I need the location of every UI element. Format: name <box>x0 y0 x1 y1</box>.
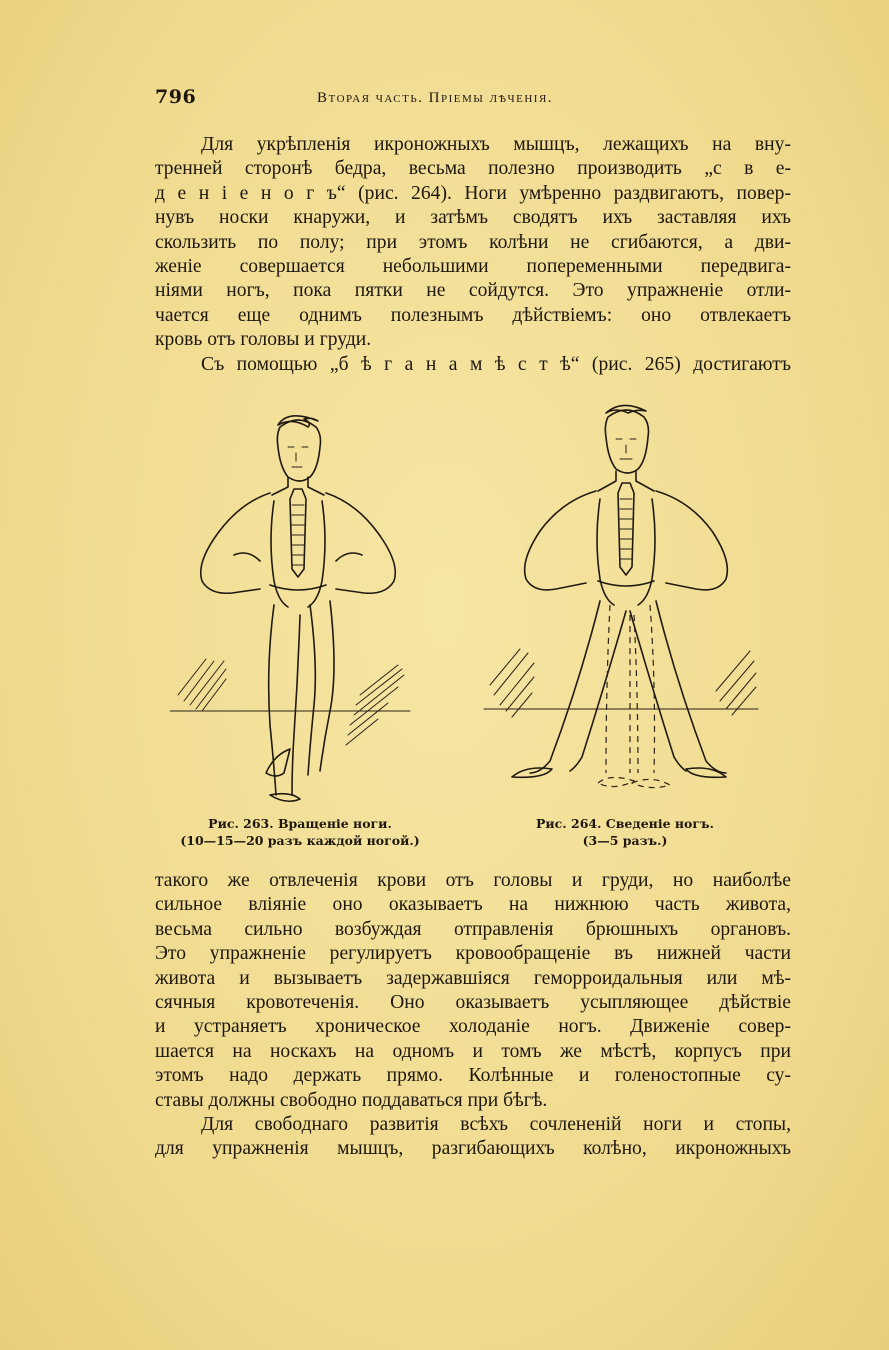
paragraph-2 <box>155 869 791 1162</box>
figure-264-caption-note: (3—5 разъ.) <box>582 833 668 848</box>
running-head: Вторая часть. Пріемы лѣченія. <box>317 90 554 106</box>
figure-263-caption-title: Рис. 263. Вращеніе ноги. <box>208 816 392 831</box>
text-line: Для укрѣпленія икроножныхъ мышцъ, лежащихъ на вну- <box>201 134 791 155</box>
page-number: 796 <box>155 86 197 108</box>
text-line: ніями ногъ, пока пятки не сойдутся. Это упражненіе отли- <box>155 280 791 302</box>
man-rotating-leg-illustration <box>170 405 430 810</box>
text-line: тренней сторонѣ бедра, весьма полезно производить „с в е- <box>155 158 791 180</box>
page-header <box>155 86 795 116</box>
text-line: этомъ надо держать прямо. Колѣнные и голеностопные су- <box>155 1065 791 1087</box>
paragraph-1 <box>155 133 791 377</box>
text-line: Для свободнаго развитія всѣхъ сочлененій ноги и стопы, <box>201 1114 791 1136</box>
text-line: сильное вліяніе оно оказываетъ на нижнюю часть живота, <box>155 894 791 916</box>
text-line: ставы должны свободно поддаваться при бѣгѣ. <box>155 1089 548 1111</box>
figure-264-legs-together <box>480 395 770 810</box>
text-line: сячныя кровотеченія. Оно оказываетъ усыпляющее дѣйствіе <box>155 992 791 1014</box>
text-line: Это упражненіе регулируетъ кровообращеніе въ нижней части <box>155 943 791 965</box>
figure-264-caption-title: Рис. 264. Сведеніе ногъ. <box>536 816 714 831</box>
text-line: такого же отвлеченія крови отъ головы и груди, но наиболѣе <box>155 870 791 891</box>
figure-263-caption-note: (10—15—20 разъ каждой ногой.) <box>180 833 420 848</box>
text-line: кровь отъ головы и груди. <box>155 329 372 351</box>
figure-264-caption <box>500 815 750 849</box>
text-line: нувъ носки кнаружи, и затѣмъ сводятъ ихъ заставляя ихъ <box>155 207 791 229</box>
text-line: весьма сильно возбуждая отправленія брюшныхъ органовъ. <box>155 918 791 940</box>
text-line: шается на носкахъ на одномъ и томъ же мѣстѣ, корпусъ при <box>155 1040 791 1062</box>
text-line: скользить по полу; при этомъ колѣни не сгибаются, а дви- <box>155 231 791 253</box>
text-line: женіе совершается небольшими попеременными передвига- <box>155 256 791 278</box>
figure-263-caption <box>160 815 440 849</box>
man-bringing-legs-together-illustration <box>480 395 770 810</box>
text-line: д е н і е н о г ъ“ (рис. 264). Ноги умѣренно раздвигаютъ, повер- <box>155 182 791 204</box>
text-line: живота и вызываетъ задержавшіяся геморроидальныя или мѣ- <box>155 967 791 989</box>
figure-263-leg-rotation <box>170 405 430 810</box>
text-line: Съ помощью „б ѣ г а н а м ѣ с т ѣ“ (рис. 265) достигаютъ <box>201 353 791 375</box>
text-line: и устраняетъ хроническое холоданіе ногъ. Движеніе совер- <box>155 1016 791 1038</box>
text-line: чается еще однимъ полезнымъ дѣйствіемъ: оно отвлекаетъ <box>155 304 791 326</box>
text-line: для упражненія мышцъ, разгибающихъ колѣно, икроножныхъ <box>155 1138 791 1160</box>
